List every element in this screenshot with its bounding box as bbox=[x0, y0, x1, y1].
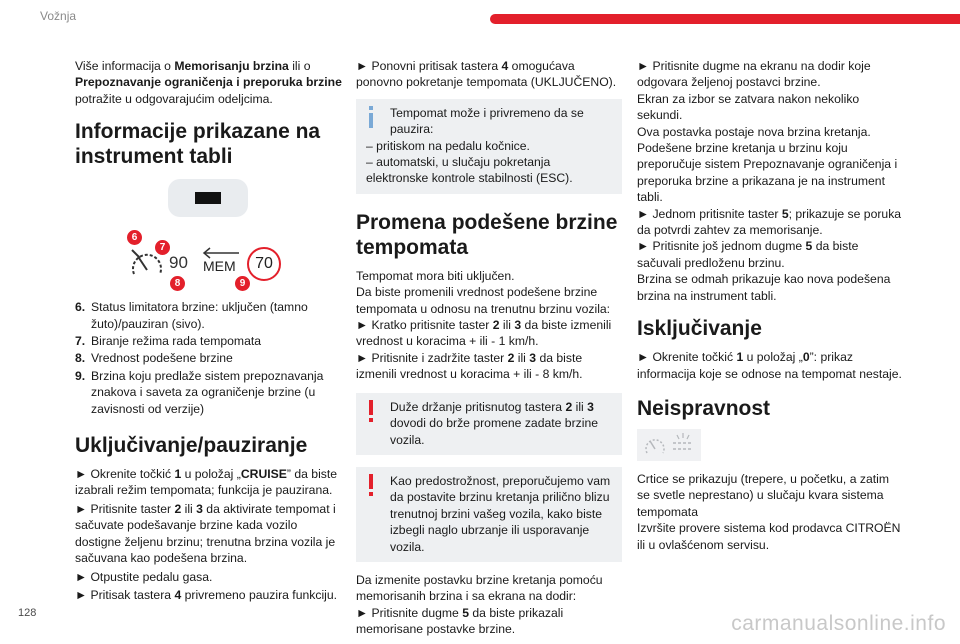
recommended-speed-paragraph: Podešene brzine kretanja u brzinu koju preporučuje sistem Prepoznavanje ograničenja i preporuka brzine a prikazana je na instrument tabli. bbox=[637, 141, 898, 205]
warning-note-2: Kao predostrožnost, preporučujemo vam da postavite brzinu kretanja prilično blizu trenutnoj brzini vašeg vozila, kako biste izbegli naglo ubrzanje ili usporavanje vozila. bbox=[356, 467, 622, 562]
change-speed-p2: Da biste promenili vrednost podešene brzine tempomata u odnosu na trenutnu brzinu vozila: bbox=[356, 285, 611, 316]
list-item: 9. Brzina koju predlaže sistem prepoznavanja znakova i saveta za ograničenje brzine (u zavisnosti od verzije) bbox=[75, 368, 324, 416]
warning-icon bbox=[366, 474, 376, 496]
change-speed-p4: ► Pritisnite i zadržite taster 2 ili 3 da biste izmenili vrednost u koracima + ili - 8 km/h. bbox=[356, 350, 583, 382]
heading-malfunction: Neispravnost bbox=[637, 396, 771, 420]
memorised-speeds-paragraph: Da izmenite postavku brzine kretanja pomoću memorisanih brzina i sa ekrana na dodir: bbox=[356, 572, 603, 604]
activation-step-1: ► Okrenite točkić 1 u položaj „CRUISE” da biste izabrali režim tempomata; funkcija je pauzirana. bbox=[75, 467, 338, 498]
speedometer-fault-icon bbox=[637, 429, 701, 461]
info-note: Tempomat može i privremeno da se pauzira: – pritiskom na pedalu kočnice. – automatski, u slučaju pokretanja elektronske kontrole stabilnosti (ESC). bbox=[356, 99, 622, 194]
callout-badge-6: 6 bbox=[127, 230, 142, 245]
memorised-speeds-step: ► Pritisnite dugme 5 da biste prikazali memorisane postavke brzine. bbox=[356, 605, 564, 637]
heading-deactivation: Isključivanje bbox=[637, 317, 762, 341]
warning-note-1: Duže držanje pritisnutog tastera 2 ili 3 dovodi do brže promene zadate brzine vozila. bbox=[356, 393, 622, 455]
confirm-step-1: ► Jednom pritisnite taster 5; prikazuje se poruka da potvrdi zahtev za memorisanje. bbox=[637, 206, 902, 238]
service-paragraph: Izvršite provere sistema kod prodavca CITROËN ili u ovlašćenom servisu. bbox=[637, 521, 901, 552]
speedometer-icon bbox=[130, 248, 166, 278]
watermark: carmanualsonline.info bbox=[731, 612, 946, 635]
column-1 bbox=[75, 58, 343, 609]
resume-paragraph: ► Ponovni pritisak tastera 4 omogućava ponovno pokretanje tempomata (UKLJUČENO). bbox=[356, 59, 617, 90]
deactivation-step: ► Okrenite točkić 1 u položaj „0”: prikaz informacija koje se odnose na tempomat nestaje. bbox=[637, 350, 902, 381]
column-3 bbox=[637, 58, 905, 559]
heading-instrument-info: Informacije prikazane na instrument tabli bbox=[75, 120, 321, 169]
set-speed-value: 90 bbox=[169, 253, 188, 273]
touch-screen-step: ► Pritisnite dugme na ekranu na dodir koje odgovara željenoj postavci brzine. bbox=[637, 59, 871, 90]
column-2 bbox=[356, 58, 622, 644]
list-item: 8. Vrednost podešene brzine bbox=[75, 351, 233, 366]
speed-limit-sign: 70 bbox=[247, 247, 281, 281]
confirm-step-2: ► Pritisnite još jednom dugme 5 da biste sačuvali predloženu brzinu. bbox=[637, 239, 859, 270]
page-number: 128 bbox=[18, 607, 37, 619]
selection-closes-paragraph: Ekran za izbor se zatvara nakon nekoliko sekundi. bbox=[637, 91, 860, 123]
header-section: Vožnja bbox=[40, 9, 77, 23]
info-icon bbox=[366, 106, 376, 128]
instrument-cluster-icon bbox=[168, 179, 248, 217]
new-speed-paragraph: Ova postavka postaje nova brzina kretanja. bbox=[637, 124, 871, 139]
list-item: 6. Status limitatora brzine: uključen (tamno žuto)/pauziran (sivo). bbox=[75, 300, 308, 331]
activation-step-4: ► Pritisak tastera 4 privremeno pauzira funkciju. bbox=[75, 587, 338, 602]
memory-label: MEM bbox=[203, 258, 236, 275]
activation-step-2: ► Pritisnite taster 2 ili 3 da aktivirate tempomat i sačuvate podešavanje brzine kada vozilo dostigne željenu brzinu; trenutna brzina vozila je sačuvana kao podešena brzina. bbox=[75, 501, 336, 566]
legend-list bbox=[75, 299, 343, 417]
activation-step-3: ► Otpustite pedalu gasa. bbox=[75, 569, 213, 584]
speed-displayed-paragraph: Brzina se odmah prikazuje kao nova podešena brzina na instrument tabli. bbox=[637, 272, 891, 303]
fault-display-figure bbox=[637, 429, 701, 461]
callout-badge-9: 9 bbox=[235, 276, 250, 291]
heading-change-speed: Promena podešene brzine tempomata bbox=[356, 210, 618, 259]
warning-icon bbox=[366, 400, 376, 422]
callout-badge-7: 7 bbox=[155, 240, 170, 255]
instrument-cluster-figure bbox=[75, 177, 343, 293]
header-accent-bar bbox=[490, 14, 960, 24]
list-item: 7. Biranje režima rada tempomata bbox=[75, 334, 262, 349]
malfunction-paragraph: Crtice se prikazuju (trepere, u početku, a zatim se svetle neprestano) u slučaju kvara sistema tempomata bbox=[637, 471, 889, 519]
change-speed-p3: ► Kratko pritisnite taster 2 ili 3 da biste izmenili vrednost u koracima + ili - 1 km/h. bbox=[356, 318, 612, 349]
change-speed-p1: Tempomat mora biti uključen. bbox=[356, 268, 515, 283]
callout-badge-8: 8 bbox=[170, 276, 185, 291]
heading-activation: Uključivanje/pauziranje bbox=[75, 434, 308, 458]
intro-paragraph: Više informacija o Memorisanju brzina ili o Prepoznavanje ograničenja i preporuka brzine potražite u odgovarajućim odeljcima. bbox=[75, 59, 342, 106]
